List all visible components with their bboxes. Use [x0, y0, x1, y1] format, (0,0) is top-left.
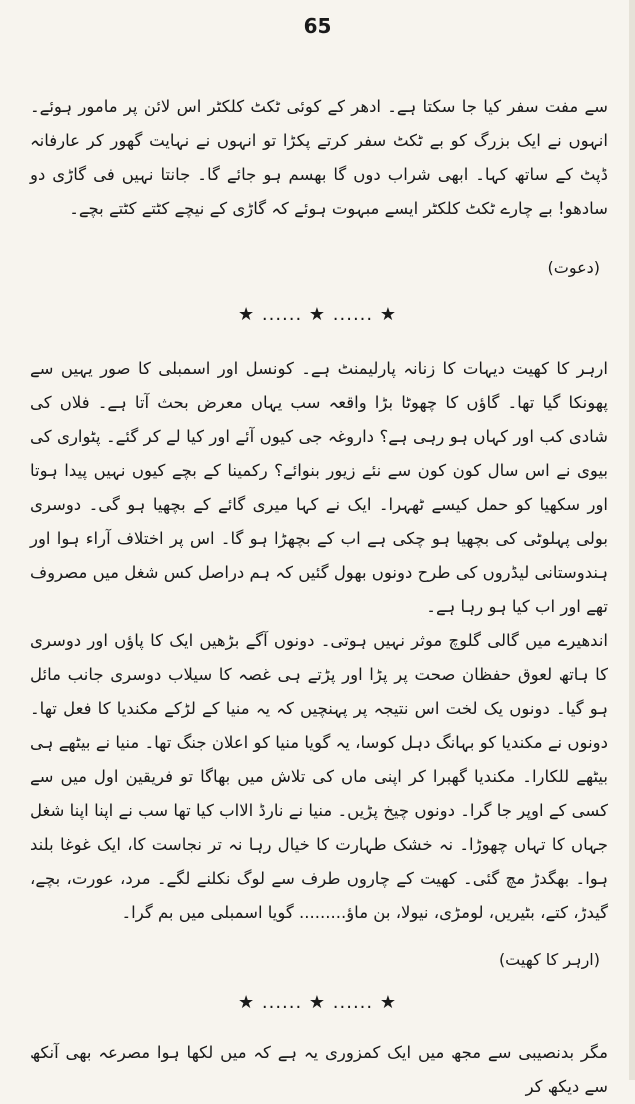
source-citation-2: (ارہر کا کھیت) [498, 950, 600, 969]
paragraph: ارہر کا کھیت دیہات کا زنانہ پارلیمنٹ ہے۔ کونسل اور اسمبلی کا صور یہیں سے پھونکا گیا تھا۔ گاؤں کا چھوٹا بڑا واقعہ سب یہاں معرض بحث آتا ہے۔ فلاں کی شادی کب اور کہاں ہو رہی ہے؟ داروغہ جی کیوں آئے اور کیا لے کر گئے۔ پٹواری کی بیوی نے اس سال کون کون سے نئے زیور بنوائے؟ رکمینا کے بچے کیوں نہیں پیدا ہوتا اور سکھیا کو حمل کیسے ٹھہرا۔ ایک نے کہا میری گائے کے بچھیا ہو گی۔ دوسری بولی پہلوٹی کی بچھیا ہو چکی ہے اب کے بچھڑا ہو گا۔ اس پر اختلاف آراء ہوا اور ہندوستانی لیڈروں کی طرح دونوں بھول گئیں کہ ہم دراصل کس شغل میں مصروف تھے اور اب کیا ہو رہا ہے۔ [30, 359, 608, 616]
page-edge [629, 0, 635, 1080]
paragraph: مگر بدنصیبی سے مجھ میں ایک کمزوری یہ ہے کہ میں لکھا ہوا مصرعہ بھی آنکھ سے دیکھ کر [30, 1043, 608, 1096]
section-divider-1: ★ ...... ★ ...... ★ [238, 304, 397, 325]
section-2-text [30, 352, 608, 930]
section-3-text [30, 1036, 608, 1104]
source-citation-1: (دعوت) [547, 258, 600, 277]
paragraph: اندھیرے میں گالی گلوچ موثر نہیں ہوتی۔ دونوں آگے بڑھیں ایک کا پاؤں اور دوسری کا ہاتھ لعوق حفظان صحت پر پڑا اور پڑتے ہی غصہ کا سیلاب دوسری جانب مائل ہو گیا۔ دونوں یک لخت اس نتیجہ پر پہنچیں کہ یہ منیا کے لڑکے مکندیا کا فعل تھا۔ دونوں نے مکندیا کو بہانگ دہل کوسا، یہ گویا منیا کو اعلان جنگ تھا۔ منیا نے بیٹھے ہی بیٹھے للکارا۔ مکندیا گھبرا کر اپنی ماں کی تلاش میں بھاگا تو فریقین اول میں سے کسی کے اوپر جا گرا۔ دونوں چیخ پڑیں۔ منیا نے نارڈ الااب کیا تھا سب نے اپنا اپنا شغل جہاں کا تہاں چھوڑا۔ نہ خشک طہارت کا خیال رہا نہ تر نجاست کا، ایک غوغا بلند ہوا۔ بھگدڑ مچ گئی۔ کھیت کے چاروں طرف سے لوگ نکلنے لگے۔ مرد، عورت، بچے، گیدڑ، کتے، بٹیریں، لومڑی، نیولا، بن ماؤ......... گویا اسمبلی میں بم گرا۔ [30, 631, 608, 922]
section-1-text [30, 90, 608, 226]
paragraph: سے مفت سفر کیا جا سکتا ہے۔ ادھر کے کوئی ٹکٹ کلکٹر اس لائن پر مامور ہوئے۔ انہوں نے ایک بزرگ کو بے ٹکٹ سفر کرتے پکڑا تو انہوں نے نہایت گھور کر عارفانہ ڈپٹ کے ساتھ کہا۔ ابھی شراب دوں گا بھسم ہو جائے گا۔ جانتا نہیں فی گاڑی دو سادھو! بے چارے ٹکٹ کلکٹر ایسے مبہوت ہوئے کہ گاڑی کے نیچے کٹتے کٹتے بچے۔ [30, 97, 608, 218]
section-divider-2: ★ ...... ★ ...... ★ [238, 992, 397, 1013]
page-number: 65 [303, 14, 332, 38]
